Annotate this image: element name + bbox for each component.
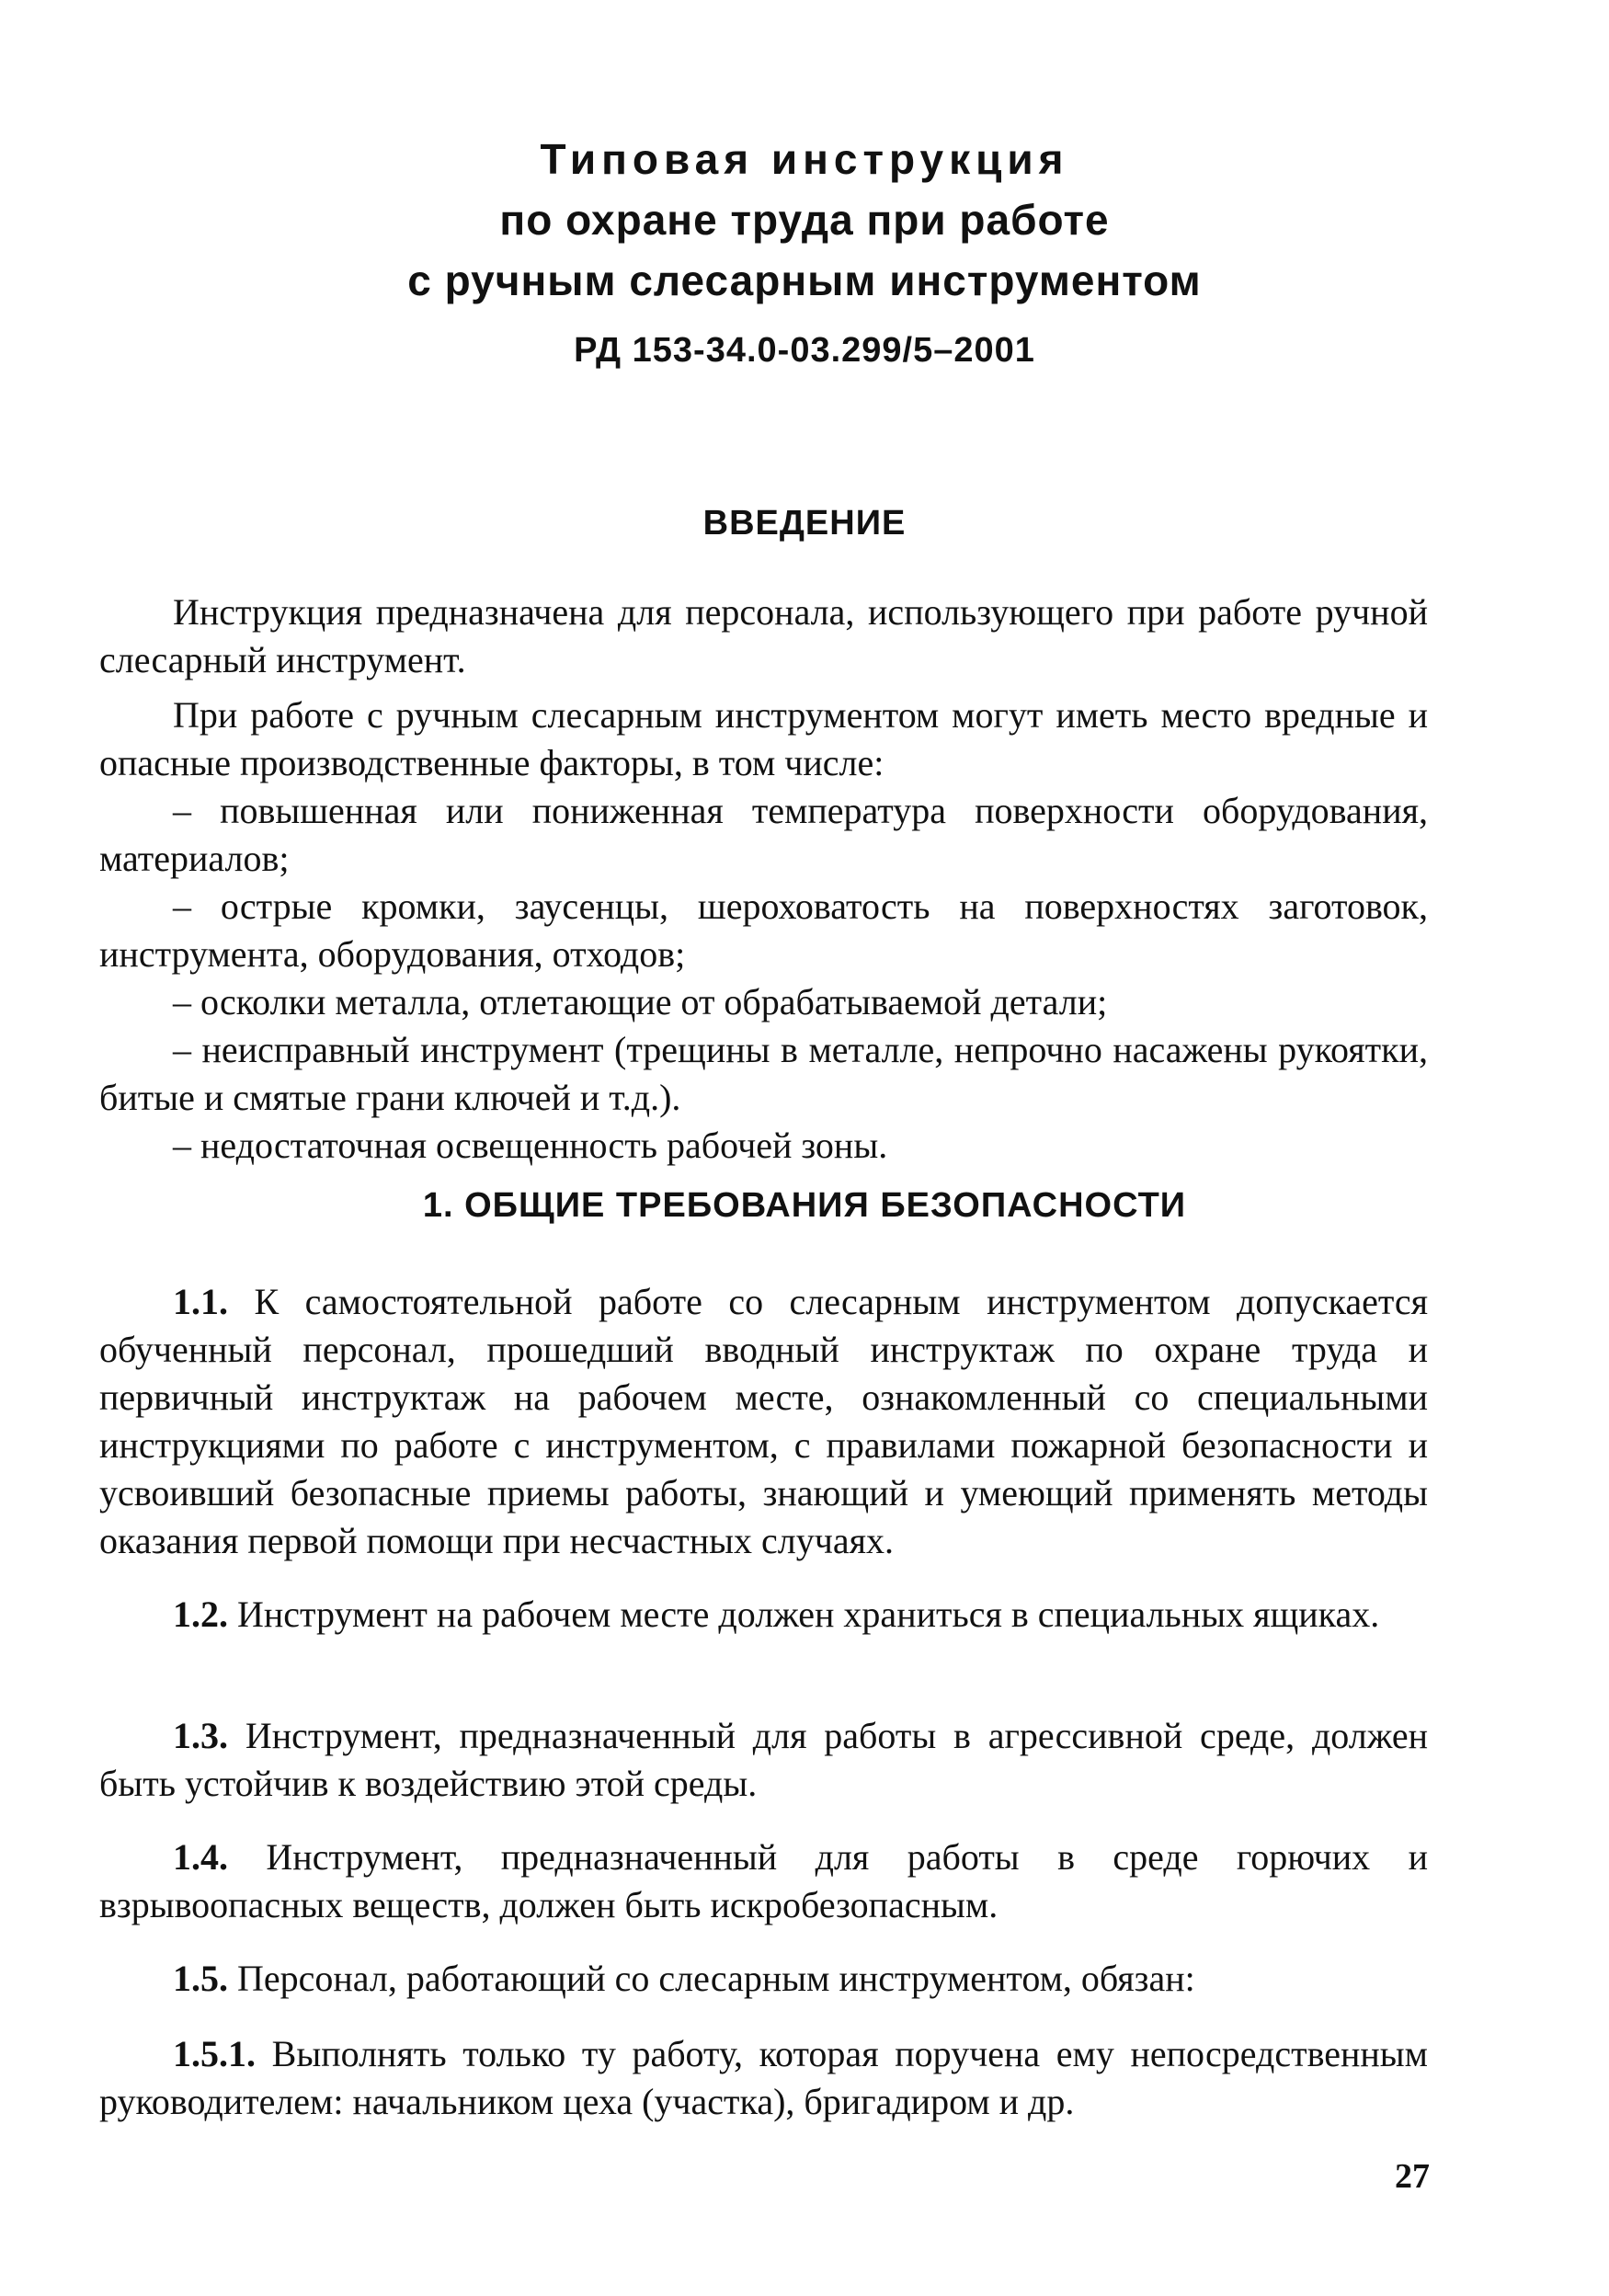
factor-item: – осколки металла, отлетающие от обрабатываемой детали; [173,981,1108,1022]
item-text: Выполнять только ту работу, которая поручена ему непосредственным руководителем: начальником цеха (участка), бригадиром и др. [99,2033,1428,2122]
introduction-text [99,588,1428,1170]
factor-item: – повышенная или пониженная температура поверхности оборудования, материалов; [99,790,1428,879]
item-number: 1.5. [173,1958,228,1999]
introduction-heading: ВВЕДЕНИЕ [702,504,907,543]
item-number: 1.5.1. [173,2033,256,2074]
item-number: 1.2. [173,1593,228,1635]
item-number: 1.1. [173,1281,228,1322]
requirement-item-1-5-1 [99,2030,1428,2126]
title-line-3: с ручным слесарным инструментом [407,257,1202,304]
requirement-item-1-3 [99,1712,1428,1808]
factor-item: – неисправный инструмент (трещины в металле, непрочно насажены рукоятки, битые и смятые грани ключей и т.д.). [99,1029,1428,1118]
document-code: РД 153-34.0-03.299/5–2001 [574,331,1035,370]
item-text: К самостоятельной работе со слесарным инструментом допускается обученный персонал, прошедший вводный инструктаж по охране труда и первичный инструктаж на рабочем месте, ознакомленный со специальными инструкциями по работе с инструментом, с правилами пожарной безопасности и усвоивший безопасные приемы работы, знающий и умеющий применять методы оказания первой помощи при несчастных случаях. [99,1281,1429,1561]
requirement-item-1-2 [99,1591,1428,1639]
requirement-item-1-1 [99,1278,1428,1565]
item-number: 1.4. [173,1836,228,1878]
title-line-2: по охране труда при работе [499,196,1110,244]
factor-item: – недостаточная освещенность рабочей зоны. [173,1125,888,1166]
item-text: Инструмент, предназначенный для работы в среде горючих и взрывоопасных веществ, должен быть искробезопасным. [99,1836,1428,1925]
document-title-block [0,129,1609,371]
requirement-item-1-5 [99,1955,1428,2003]
factor-item: – острые кромки, заусенцы, шероховатость на поверхностях заготовок, инструмента, оборудования, отходов; [99,885,1428,975]
item-number: 1.3. [173,1715,228,1756]
item-text: Инструмент на рабочем месте должен храниться в специальных ящиках. [237,1593,1380,1635]
introduction-paragraph-2: При работе с ручным слесарным инструментом могут иметь место вредные и опасные производственные факторы, в том числе: [99,694,1428,783]
requirement-item-1-4 [99,1833,1428,1929]
title-line-1: Типовая инструкция [540,135,1069,183]
item-text: Персонал, работающий со слесарным инструментом, обязан: [237,1958,1195,1999]
section-1-heading: 1. ОБЩИЕ ТРЕБОВАНИЯ БЕЗОПАСНОСТИ [422,1186,1187,1225]
page-number: 27 [1395,2157,1430,2196]
item-text: Инструмент, предназначенный для работы в агрессивной среде, должен быть устойчив к воздействию этой среды. [99,1715,1429,1804]
introduction-paragraph-1: Инструкция предназначена для персонала, использующего при работе ручной слесарный инструмент. [99,591,1428,680]
